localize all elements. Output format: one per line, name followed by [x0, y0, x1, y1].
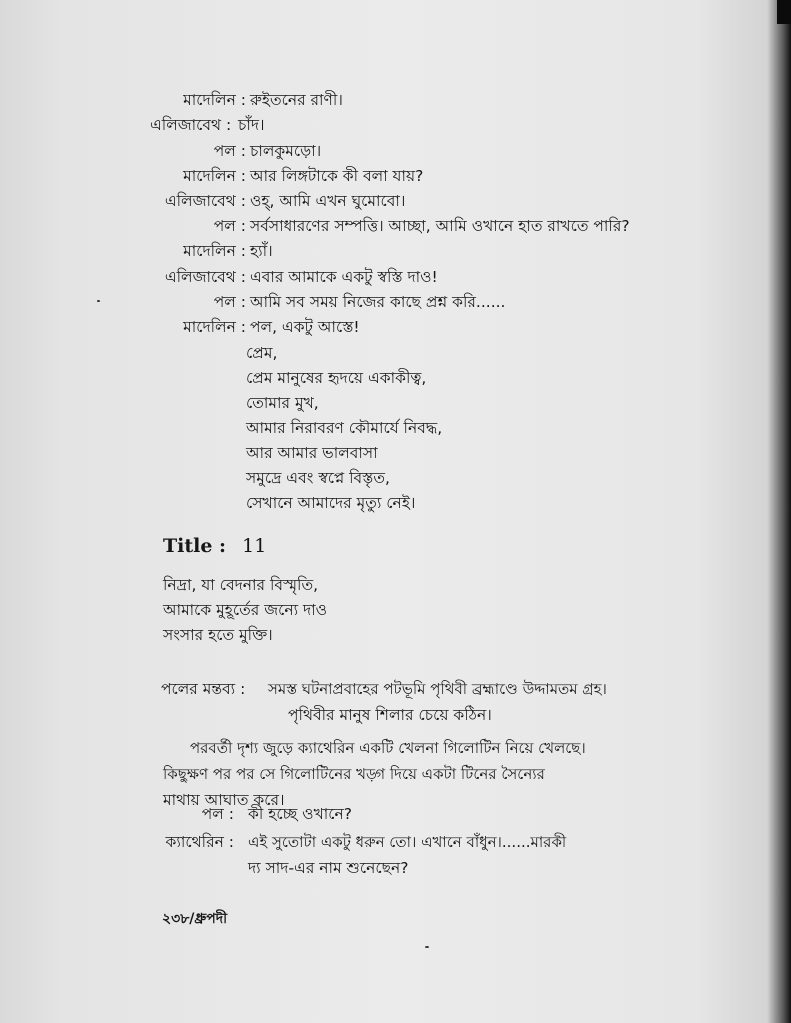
speaker-label: পল :	[213, 142, 246, 160]
dialogue-line: এই সুতোটা একটু ধরুন তো। এখানে বাঁধুন।......মারকী	[248, 833, 567, 851]
poem-line: আমার নিরাবরণ কৌমার্যে নিবদ্ধ,	[246, 419, 443, 437]
poem-line: আর আমার ভালবাসা	[246, 444, 378, 462]
speaker-label: মাদেলিন :	[183, 91, 246, 109]
speaker-label: পল :	[213, 217, 246, 235]
comment-line: সমস্ত ঘটনাপ্রবাহের পটভূমি পৃথিবী ব্রহ্মাণ্ডে উদ্দামতম গ্রহ।	[268, 680, 607, 698]
verse-line: নিদ্রা, যা বেদনার বিস্মৃতি,	[163, 576, 319, 594]
dialogue-line: পল, একটু আস্তে!	[250, 318, 360, 336]
scan-shadow	[777, 0, 791, 24]
section-title	[163, 537, 266, 556]
speaker-label: ক্যাথেরিন :	[165, 833, 234, 851]
narration-line: মাথায় আঘাত করে।	[163, 791, 285, 809]
page-footer: ২৩৮/ধ্রুপদী	[162, 911, 228, 927]
scan-speck	[97, 300, 100, 302]
dialogue-continuation: দ্য সাদ-এর নাম শুনেছেন?	[248, 859, 409, 877]
speaker-label: মাদেলিন :	[183, 167, 246, 185]
dialogue-line: রুইতনের রাণী।	[250, 91, 343, 109]
poem-line: সমুদ্রে এবং স্বপ্নে বিস্তৃত,	[246, 469, 390, 487]
dialogue-line: চালকুমড়ো।	[250, 142, 322, 160]
dialogue-line: এবার আমাকে একটু স্বস্তি দাও!	[250, 268, 438, 286]
speaker-label: পল :	[213, 293, 246, 311]
dialogue-line: আর লিঙ্গটাকে কী বলা যায়?	[250, 167, 424, 185]
dialogue-line: সর্বসাধারণের সম্পত্তি। আচ্ছা, আমি ওখানে হাত রাখতে পারি?	[250, 217, 630, 235]
poem-line: তোমার মুখ,	[246, 394, 319, 412]
speaker-label: পল :	[201, 805, 234, 823]
poem-line: প্রেম মানুষের হৃদয়ে একাকীত্ব,	[246, 369, 427, 387]
speaker-label: মাদেলিন :	[183, 242, 246, 260]
speaker-label: এলিজাবেথ :	[150, 116, 232, 134]
dialogue-line: কী হচ্ছে ওখানে?	[248, 805, 352, 823]
poem-line: প্রেম,	[246, 344, 278, 362]
speaker-label: এলিজাবেথ :	[164, 192, 246, 210]
title-number: 11	[242, 535, 267, 557]
speaker-label: মাদেলিন :	[183, 318, 246, 336]
title-label: Title :	[163, 535, 227, 557]
narration-line: পরবর্তী দৃশ্য জুড়ে ক্যাথেরিন একটি খেলনা গিলোটিন নিয়ে খেলছে।	[190, 739, 586, 757]
verse-line: সংসার হতে মুক্তি।	[163, 626, 273, 644]
scan-speck	[425, 946, 429, 948]
comment-line: পৃথিবীর মানুষ শিলার চেয়ে কঠিন।	[288, 706, 492, 724]
comment-label: পলের মন্তব্য :	[161, 680, 246, 698]
speaker-label: এলিজাবেথ :	[164, 268, 246, 286]
poem-line: সেখানে আমাদের মৃত্যু নেই।	[246, 494, 416, 512]
narration-line: কিছুক্ষণ পর পর সে গিলোটিনের খড়্গ দিয়ে একটা টিনের সৈন্যের	[163, 765, 545, 783]
dialogue-line: চাঁদ।	[238, 116, 265, 134]
dialogue-line: ওহ্, আমি এখন ঘুমোবো।	[250, 192, 406, 210]
dialogue-line: আমি সব সময় নিজের কাছে প্রশ্ন করি......	[250, 293, 506, 311]
dialogue-line: হ্যাঁ।	[250, 242, 273, 260]
verse-line: আমাকে মুহূর্তের জন্যে দাও	[163, 601, 328, 619]
